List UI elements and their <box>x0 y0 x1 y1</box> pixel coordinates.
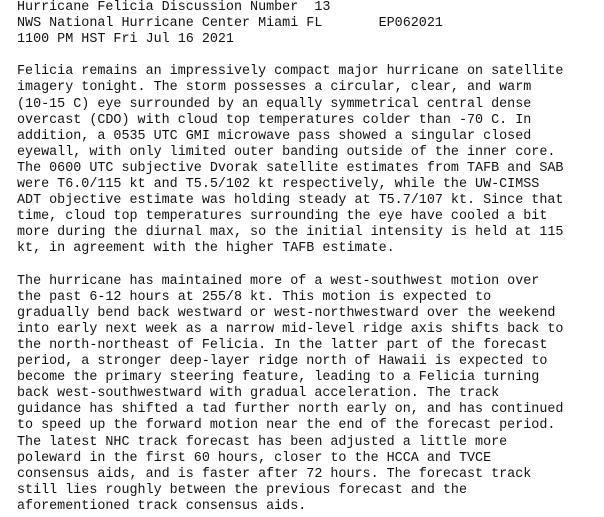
discussion-document <box>17 0 601 515</box>
discussion-header <box>17 0 601 48</box>
paragraph-line: The hurricane has maintained more of a west-southwest motion over <box>17 273 540 289</box>
paragraph-line: still lies roughly between the previous forecast and the <box>17 482 467 498</box>
header-issue-time: 1100 PM HST Fri Jul 16 2021 <box>17 32 234 48</box>
paragraph-line: time, cloud top temperatures surrounding the eye have cooled a bit <box>17 209 548 225</box>
paragraph-line: overcast (CDO) with cloud top temperatures colder than -70 C. In <box>17 112 532 128</box>
paragraph-track <box>17 274 601 515</box>
paragraph-line: The latest NHC track forecast has been adjusted a little more <box>17 434 508 450</box>
paragraph-line: period, a stronger deep-layer ridge north of Hawaii is expected to <box>17 354 548 370</box>
paragraph-line: kt, in agreement with the higher TAFB estimate. <box>17 241 395 257</box>
paragraph-line: addition, a 0535 UTC GMI microwave pass showed a singular closed <box>17 128 532 144</box>
paragraph-line: into early next week as a narrow mid-level ridge axis shifts back to <box>17 321 564 337</box>
paragraph-line: (10-15 C) eye surrounded by an equally symmetrical central dense <box>17 96 532 112</box>
blank-line <box>17 258 601 274</box>
paragraph-line: eyewall, with only limited outer banding outside of the inner core. <box>17 144 556 160</box>
paragraph-line: The 0600 UTC subjective Dvorak satellite estimates from TAFB and SAB <box>17 160 564 176</box>
paragraph-line: back west-southwestward with gradual acceleration. The track <box>17 386 500 402</box>
paragraph-line: the north-northeast of Felicia. In the latter part of the forecast <box>17 337 548 353</box>
paragraph-line: were T6.0/115 kt and T5.5/102 kt respectively, while the UW-CIMSS <box>17 177 540 193</box>
paragraph-line: gradually bend back westward or west-northwestward over the weekend <box>17 305 556 321</box>
paragraph-line: guidance has shifted a tad further north early on, and has continued <box>17 402 564 418</box>
paragraph-line: poleward in the first 60 hours, closer to the HCCA and TVCE <box>17 450 492 466</box>
paragraph-line: consensus aids, and is faster after 72 hours. The forecast track <box>17 466 532 482</box>
paragraph-line: the past 6-12 hours at 255/8 kt. This motion is expected to <box>17 289 492 305</box>
paragraph-line: imagery tonight. The storm possesses a circular, clear, and warm <box>17 80 532 96</box>
paragraph-line: more during the diurnal max, so the initial intensity is held at 115 <box>17 225 564 241</box>
blank-line <box>17 48 601 64</box>
paragraph-line: become the primary steering feature, leading to a Felicia turning <box>17 370 540 386</box>
paragraph-line: Felicia remains an impressively compact major hurricane on satellite <box>17 64 564 80</box>
paragraph-line: ADT objective estimate was holding steady at T5.7/107 kt. Since that <box>17 193 564 209</box>
paragraph-line: to speed up the forward motion near the end of the forecast period. <box>17 418 556 434</box>
paragraph-line: aforementioned track consensus aids. <box>17 498 307 514</box>
paragraph-intensity <box>17 64 601 257</box>
header-title: Hurricane Felicia Discussion Number 13 <box>17 0 331 15</box>
header-office-line: NWS National Hurricane Center Miami FL EP062021 <box>17 16 443 32</box>
